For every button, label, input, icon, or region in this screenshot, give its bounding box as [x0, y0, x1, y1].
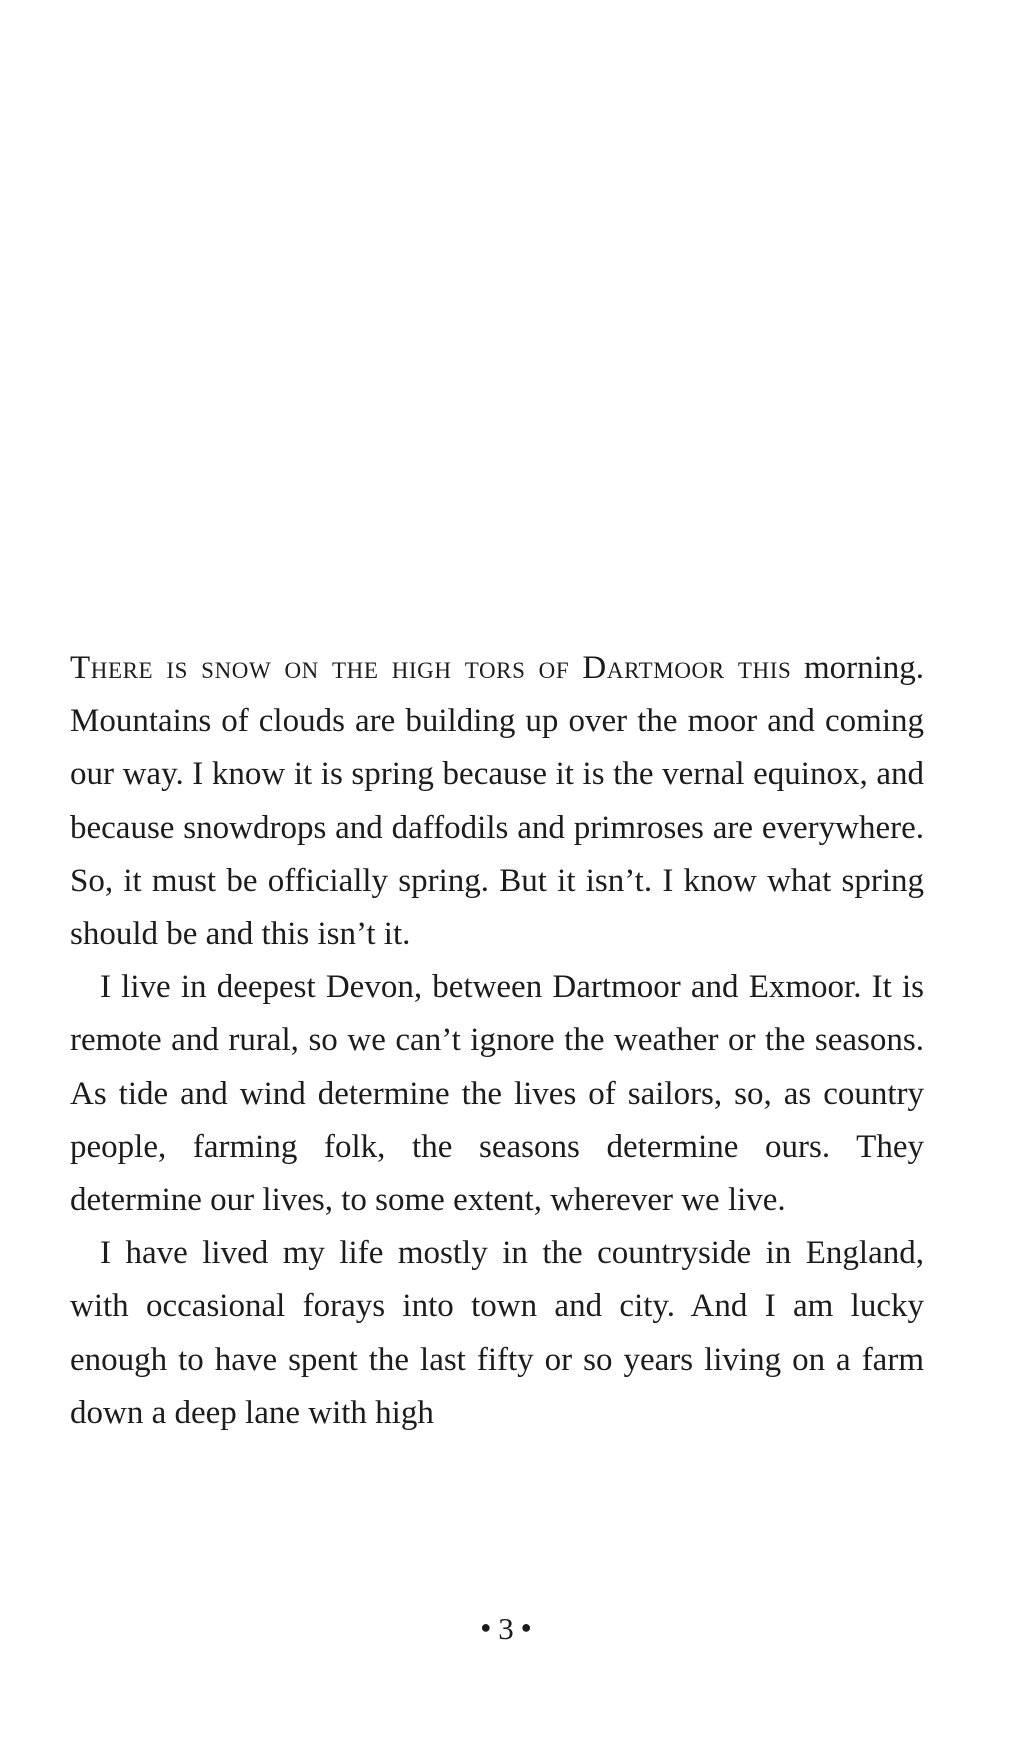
- bullet-left-icon: ●: [480, 1617, 492, 1637]
- bullet-right-icon: ●: [520, 1617, 532, 1637]
- paragraph-1: [70, 642, 924, 961]
- page-number: 3: [498, 1611, 514, 1646]
- body-text: [70, 642, 924, 1440]
- paragraph-3: I have lived my life mostly in the countryside in England, with occasional forays into town and city. And I am lucky enough to have spent the last fifty or so years living on a farm down a deep lane with high: [70, 1235, 924, 1431]
- page-number-footer: [0, 1607, 1012, 1649]
- opening-small-caps: There is snow on the high tors of Dartmoor this: [70, 650, 792, 686]
- paragraph-1-text: morning. Mountains of clouds are building up over the moor and coming our way. I know it is spring because it is the vernal equinox, and because snowdrops and daffodils and primroses are everywhere. So, it must be officially spring. But it isn’t. I know what spring should be and this isn’t it.: [70, 650, 925, 953]
- paragraph-2: I live in deepest Devon, between Dartmoor and Exmoor. It is remote and rural, so we can’t ignore the weather or the seasons. As tide and wind determine the lives of sailors, so, as country people, farming folk, the seasons determine ours. They determine our lives, to some extent, wherever we live.: [70, 969, 924, 1219]
